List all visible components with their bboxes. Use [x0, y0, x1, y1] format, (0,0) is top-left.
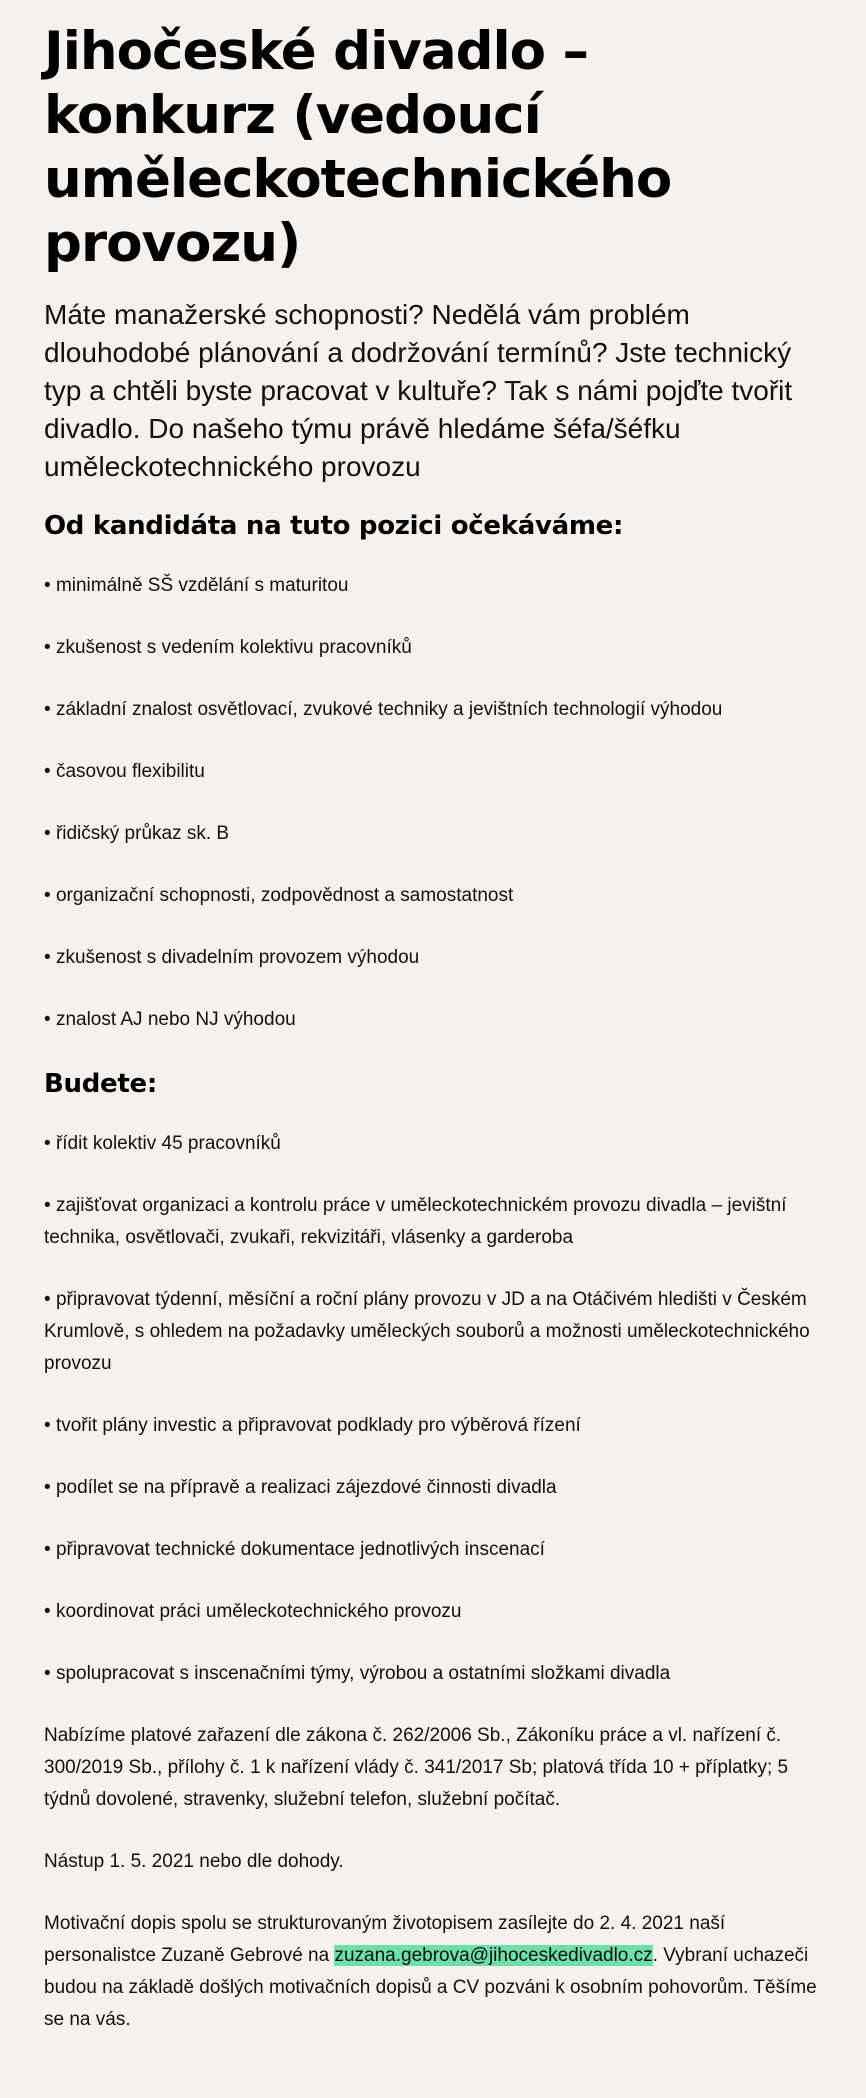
list-item: • zajišťovat organizaci a kontrolu práce v uměleckotechnickém provozu divadla – jevištní technika, osvětlovači, zvukaři, rekvizitáři, vlásenky a garderoba — [44, 1190, 822, 1254]
duties-list — [44, 1128, 822, 1690]
requirements-list — [44, 570, 822, 1036]
email-link[interactable]: zuzana.gebrova@jihoceskedivadlo.cz — [334, 1945, 653, 1966]
list-item: • podílet se na přípravě a realizaci zájezdové činnosti divadla — [44, 1472, 822, 1504]
contact-text-after: . Vybraní uchazeči budou na základě došlých motivačních dopisů a CV pozváni k osobním pohovorům. Těšíme se na vás. — [44, 1945, 817, 2030]
list-item: • připravovat týdenní, měsíční a roční plány provozu v JD a na Otáčivém hledišti v Českém Krumlově, s ohledem na požadavky uměleckých souborů a možnosti uměleckotechnického provozu — [44, 1284, 822, 1380]
contact-paragraph — [44, 1908, 822, 2036]
contact-text-before: Motivační dopis spolu se strukturovaným životopisem zasílejte do 2. 4. 2021 naší personalistce Zuzaně Gebrové na — [44, 1913, 726, 1966]
page-title: Jihočeské divadlo – konkurz (vedoucí uměleckotechnického provozu) — [44, 21, 672, 274]
list-item: • řídit kolektiv 45 pracovníků — [44, 1128, 822, 1160]
list-item: • základní znalost osvětlovací, zvukové techniky a jevištních technologií výhodou — [44, 694, 822, 726]
list-item: • minimálně SŠ vzdělání s maturitou — [44, 570, 822, 602]
list-item: • spolupracovat s inscenačními týmy, výrobou a ostatními složkami divadla — [44, 1658, 822, 1690]
list-item: • časovou flexibilitu — [44, 756, 822, 788]
list-item: • připravovat technické dokumentace jednotlivých inscenací — [44, 1534, 822, 1566]
requirements-heading: Od kandidáta na tuto pozici očekáváme: — [44, 511, 624, 541]
list-item: • tvořit plány investic a připravovat podklady pro výběrová řízení — [44, 1410, 822, 1442]
list-item: • koordinovat práci uměleckotechnického provozu — [44, 1596, 822, 1628]
list-item: • zkušenost s vedením kolektivu pracovníků — [44, 632, 822, 664]
offer-paragraph: Nabízíme platové zařazení dle zákona č. 262/2006 Sb., Zákoníku práce a vl. nařízení č. 300/2019 Sb., přílohy č. 1 k nařízení vlády č. 341/2017 Sb; platová třída 10 + příplatky; 5 týdnů dovolené, stravenky, služební telefon, služební počítač. — [44, 1725, 789, 1810]
lead-paragraph: Máte manažerské schopnosti? Nedělá vám problém dlouhodobé plánování a dodržování termínů? Jste technický typ a chtěli byste pracovat v kultuře? Tak s námi pojďte tvořit divadlo. Do našeho týmu právě hledáme šéfa/šéfku uměleckotechnického provozu — [44, 299, 793, 482]
list-item: • organizační schopnosti, zodpovědnost a samostatnost — [44, 880, 822, 912]
start-paragraph: Nástup 1. 5. 2021 nebo dle dohody. — [44, 1851, 344, 1872]
list-item: • znalost AJ nebo NJ výhodou — [44, 1004, 822, 1036]
list-item: • řidičský průkaz sk. B — [44, 818, 822, 850]
duties-heading: Budete: — [44, 1069, 157, 1099]
list-item: • zkušenost s divadelním provozem výhodou — [44, 942, 822, 974]
